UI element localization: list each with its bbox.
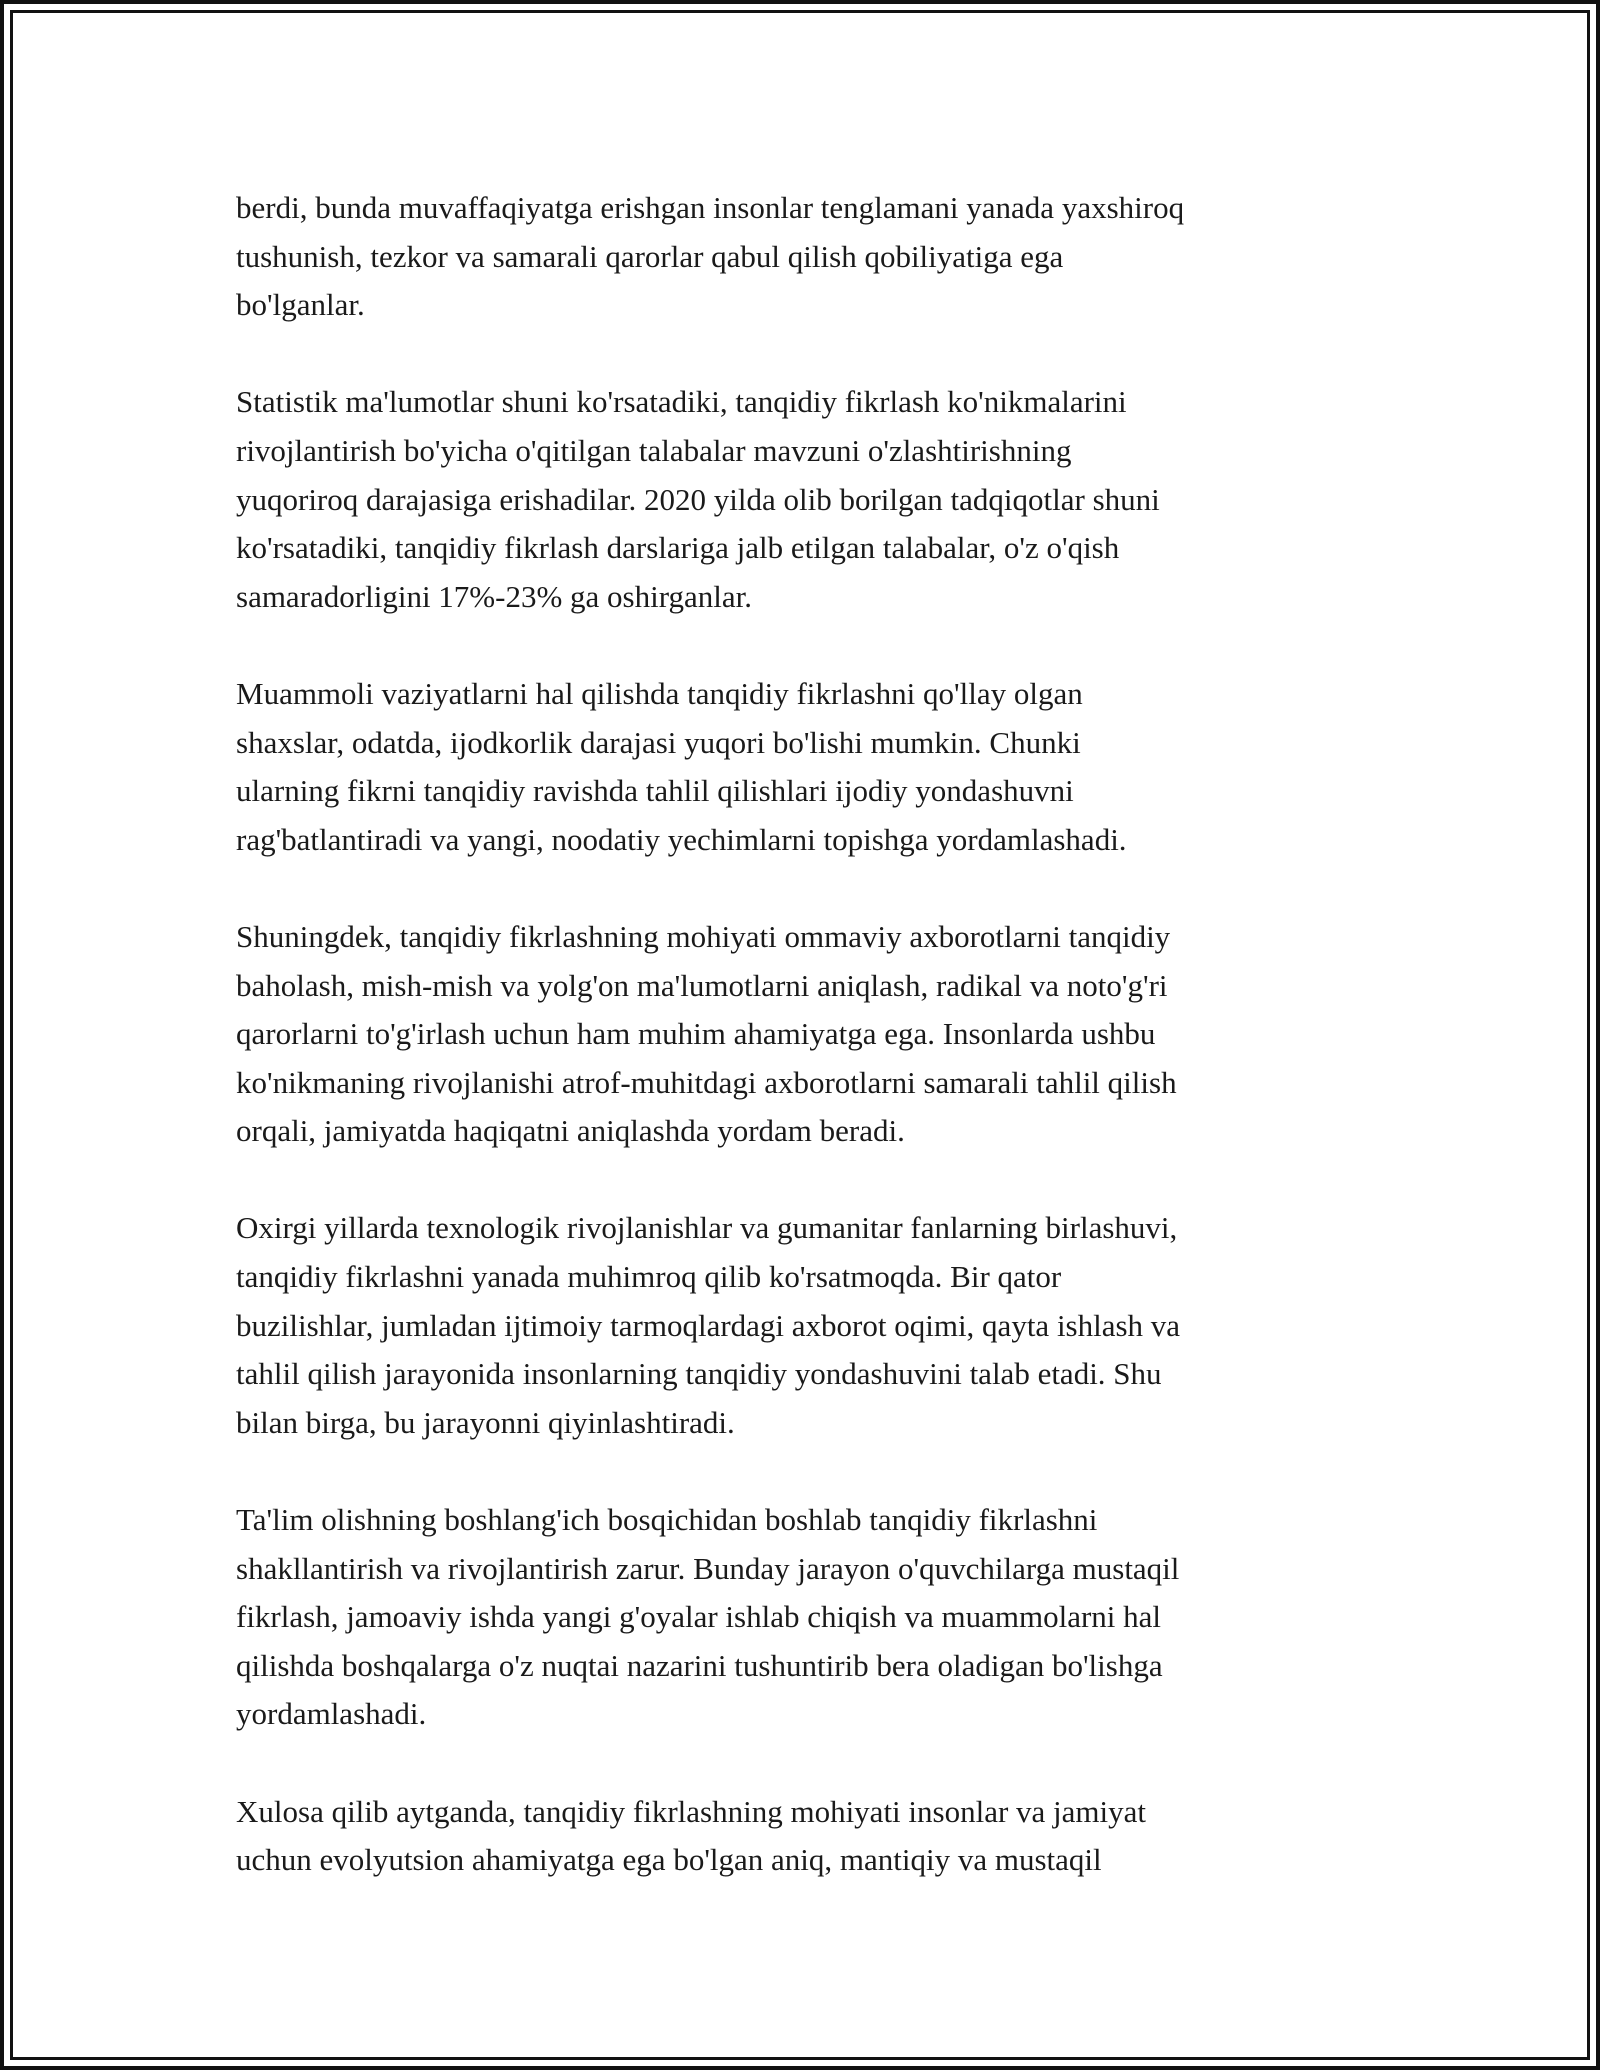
text-line: bo'lganlar. [236, 287, 365, 323]
text-line: Statistik ma'lumotlar shuni ko'rsatadiki, tanqidiy fikrlash ko'nikmalarini [236, 384, 1127, 420]
paragraph [236, 1788, 1366, 1885]
text-line: shaxslar, odatda, ijodkorlik darajasi yuqori bo'lishi mumkin. Chunki [236, 724, 1081, 760]
text-line: qarorlarni to'g'irlash uchun ham muhim ahamiyatga ega. Insonlarda ushbu [236, 1016, 1156, 1052]
text-line: tanqidiy fikrlashni yanada muhimroq qilib ko'rsatmoqda. Bir qator [236, 1259, 1062, 1295]
text-line: rivojlantirish bo'yicha o'qitilgan talabalar mavzuni o'zlashtirishning [236, 432, 1072, 468]
text-line: Oxirgi yillarda texnologik rivojlanishlar va gumanitar fanlarning birlashuvi, [236, 1210, 1178, 1246]
text-line: bilan birga, bu jarayonni qiyinlashtiradi. [236, 1404, 735, 1440]
text-line: tushunish, tezkor va samarali qarorlar qabul qilish qobiliyatiga ega [236, 238, 1064, 274]
text-line: Shuningdek, tanqidiy fikrlashning mohiyati ommaviy axborotlarni tanqidiy [236, 918, 1171, 954]
text-line: ko'rsatadiki, tanqidiy fikrlash darslariga jalb etilgan talabalar, o'z o'qish [236, 530, 1120, 566]
text-line: qilishda boshqalarga o'z nuqtai nazarini tushuntirib bera oladigan bo'lishga [236, 1647, 1163, 1683]
text-line: ko'nikmaning rivojlanishi atrof-muhitdagi axborotlarni samarali tahlil qilish [236, 1064, 1177, 1100]
paragraph [236, 378, 1366, 621]
paragraph [236, 1204, 1366, 1447]
paragraph [236, 1496, 1366, 1739]
text-line: Muammoli vaziyatlarni hal qilishda tanqidiy fikrlashni qo'llay olgan [236, 675, 1083, 711]
text-line: berdi, bunda muvaffaqiyatga erishgan insonlar tenglamani yanada yaxshiroq [236, 190, 1185, 225]
text-line: yordamlashadi. [236, 1696, 427, 1732]
text-line: buzilishlar, jumladan ijtimoiy tarmoqlardagi axborot oqimi, qayta ishlash va [236, 1307, 1181, 1343]
document-body [236, 184, 1366, 1933]
paragraph [236, 184, 1366, 330]
text-line: shakllantirish va rivojlantirish zarur. Bunday jarayon o'quvchilarga mustaqil [236, 1550, 1180, 1586]
text-line: yuqoriroq darajasiga erishadilar. 2020 yilda olib borilgan tadqiqotlar shuni [236, 481, 1160, 517]
text-line: samaradorligini 17%-23% ga oshirganlar. [236, 578, 752, 614]
text-line: baholash, mish-mish va yolg'on ma'lumotlarni aniqlash, radikal va noto'g'ri [236, 967, 1168, 1003]
text-line: Xulosa qilib aytganda, tanqidiy fikrlashning mohiyati insonlar va jamiyat [236, 1793, 1147, 1829]
text-line: orqali, jamiyatda haqiqatni aniqlashda yordam beradi. [236, 1113, 905, 1149]
text-line: fikrlash, jamoaviy ishda yangi g'oyalar ishlab chiqish va muammolarni hal [236, 1599, 1162, 1635]
text-line: tahlil qilish jarayonida insonlarning tanqidiy yondashuvini talab etadi. Shu [236, 1356, 1162, 1392]
text-line: Ta'lim olishning boshlang'ich bosqichidan boshlab tanqidiy fikrlashni [236, 1502, 1098, 1538]
text-line: uchun evolyutsion ahamiyatga ega bo'lgan aniq, mantiqiy va mustaqil [236, 1842, 1102, 1878]
paragraph [236, 670, 1366, 864]
text-line: ularning fikrni tanqidiy ravishda tahlil qilishlari ijodiy yondashuvni [236, 773, 1074, 809]
paragraph [236, 913, 1366, 1156]
text-line: rag'batlantiradi va yangi, noodatiy yechimlarni topishga yordamlashadi. [236, 821, 1127, 857]
